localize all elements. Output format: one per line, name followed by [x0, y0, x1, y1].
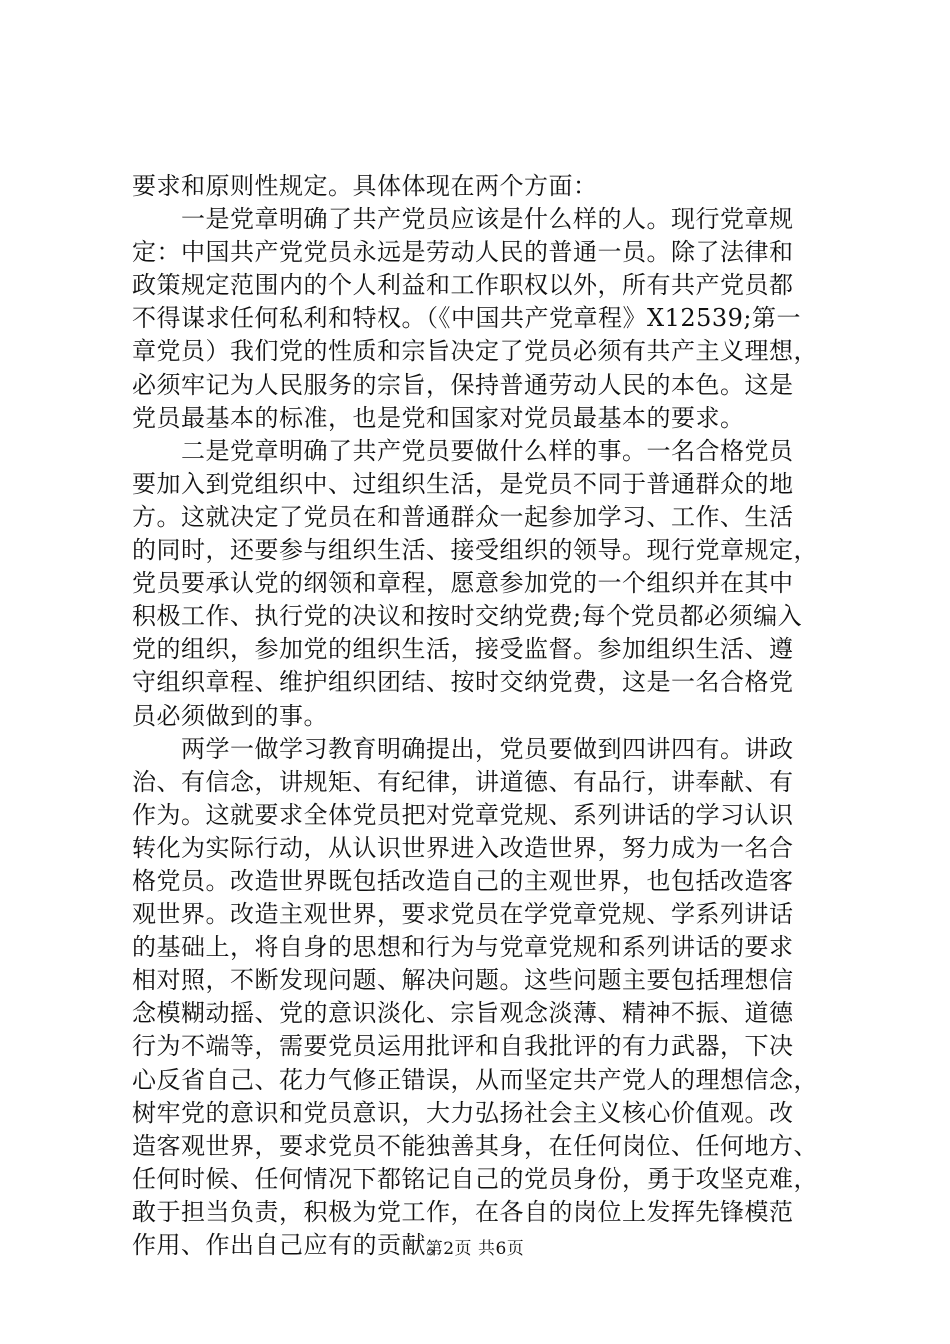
text-line: 心反省自己、花力气修正错误，从而坚定共产党人的理想信念，	[132, 1065, 818, 1094]
page-footer: 第2页 共6页	[425, 1239, 525, 1259]
text-line: 念模糊动摇、党的意识淡化、宗旨观念淡薄、精神不振、道德	[132, 999, 794, 1028]
text-line: 党员最基本的标准，也是党和国家对党员最基本的要求。	[132, 403, 745, 432]
text-line: 必须牢记为人民服务的宗旨，保持普通劳动人民的本色。这是	[132, 370, 794, 399]
text-line: 转化为实际行动，从认识世界进入改造世界，努力成为一名合	[132, 833, 794, 862]
text-line: 树牢党的意识和党员意识，大力弘扬社会主义核心价值观。改	[132, 1098, 794, 1127]
text-line: 敢于担当负责，积极为党工作，在各自的岗位上发挥先锋模范	[132, 1197, 794, 1226]
text-line: 的同时，还要参与组织生活、接受组织的领导。现行党章规定，	[132, 536, 818, 565]
text-line: 二是党章明确了共产党员要做什么样的事。一名合格党员	[132, 436, 794, 465]
text-line: 定：中国共产党党员永远是劳动人民的普通一员。除了法律和	[132, 238, 794, 267]
text-line: 的基础上，将自身的思想和行为与党章党规和系列讲话的要求	[132, 933, 794, 962]
text-line: 章党员）我们党的性质和宗旨决定了党员必须有共产主义理想，	[132, 337, 818, 366]
text-line: 要加入到党组织中、过组织生活，是党员不同于普通群众的地	[132, 469, 794, 498]
text-line: 不得谋求任何私利和特权。（《中国共产党章程》X12539;第一	[132, 304, 802, 333]
text-line: 政策规定范围内的个人利益和工作职权以外，所有共产党员都	[132, 271, 794, 300]
text-line: 两学一做学习教育明确提出，党员要做到四讲四有。讲政	[132, 734, 794, 763]
text-line: 任何时候、任何情况下都铭记自己的党员身份，勇于攻坚克难，	[132, 1164, 818, 1193]
text-line: 治、有信念，讲规矩、有纪律，讲道德、有品行，讲奉献、有	[132, 767, 794, 796]
text-line: 积极工作、执行党的决议和按时交纳党费;每个党员都必须编入	[132, 602, 803, 631]
text-line: 守组织章程、维护组织团结、按时交纳党费，这是一名合格党	[132, 668, 794, 697]
text-line: 党员要承认党的纲领和章程，愿意参加党的一个组织并在其中	[132, 569, 794, 598]
document-body	[132, 170, 832, 1262]
text-line: 一是党章明确了共产党员应该是什么样的人。现行党章规	[132, 205, 794, 234]
text-line: 党的组织，参加党的组织生活，接受监督。参加组织生活、遵	[132, 635, 794, 664]
text-line: 作用、作出自己应有的贡献。	[132, 1231, 451, 1259]
text-line: 格党员。改造世界既包括改造自己的主观世界，也包括改造客	[132, 866, 794, 895]
text-line: 员必须做到的事。	[132, 701, 328, 730]
text-line: 观世界。改造主观世界，要求党员在学党章党规、学系列讲话	[132, 900, 794, 929]
text-line: 行为不端等，需要党员运用批评和自我批评的有力武器，下决	[132, 1032, 794, 1061]
text-line: 造客观世界，要求党员不能独善其身，在任何岗位、任何地方、	[132, 1131, 818, 1160]
text-line: 相对照，不断发现问题、解决问题。这些问题主要包括理想信	[132, 966, 794, 995]
text-line: 作为。这就要求全体党员把对党章党规、系列讲话的学习认识	[132, 800, 794, 829]
text-line: 方。这就决定了党员在和普通群众一起参加学习、工作、生活	[132, 502, 794, 531]
text-line: 要求和原则性规定。具体体现在两个方面：	[132, 172, 598, 200]
